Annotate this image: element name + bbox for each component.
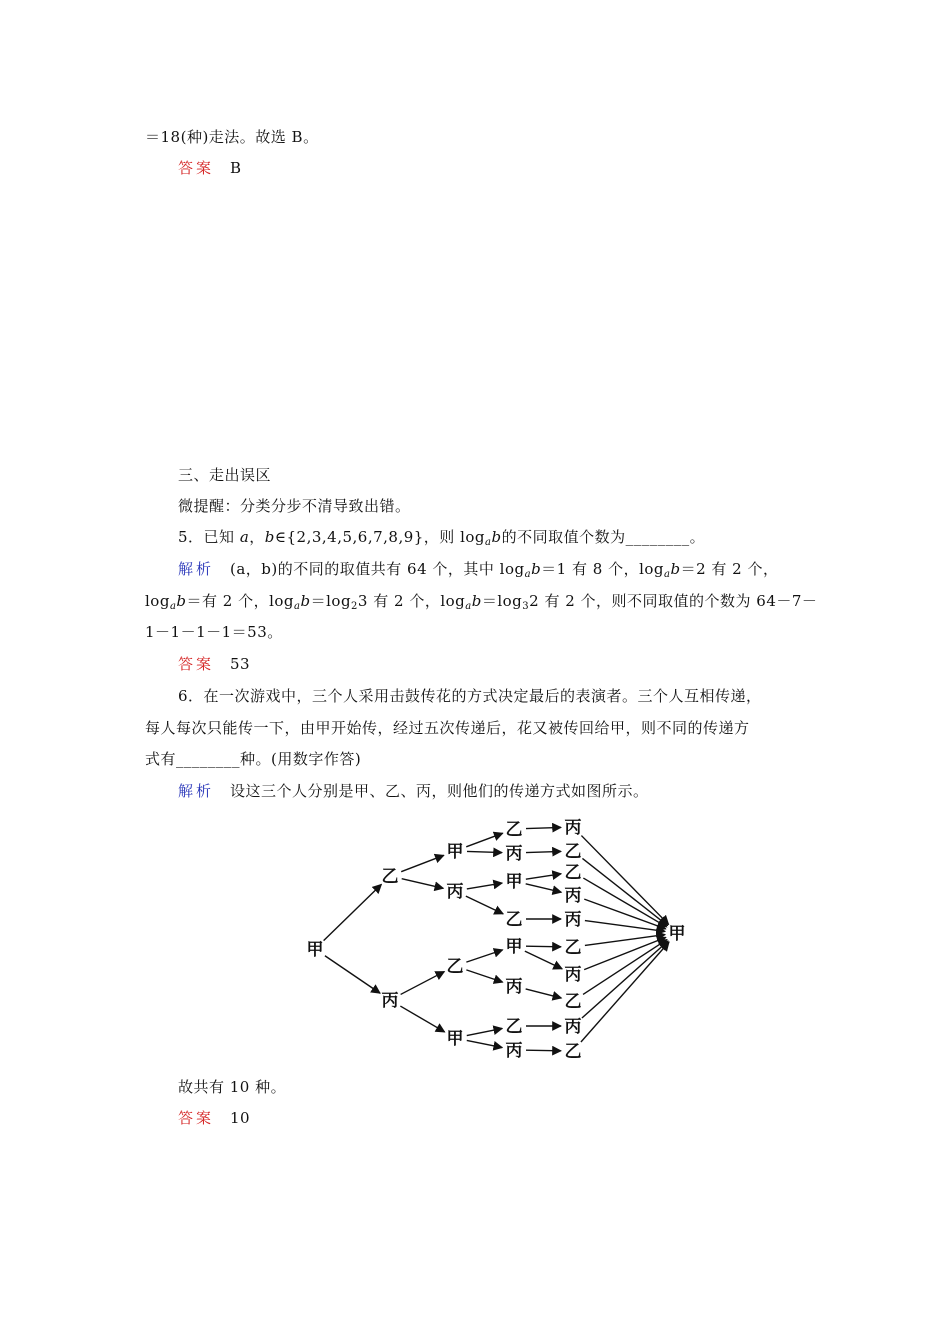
tree-edge [466, 950, 502, 962]
q5-solution-line1: 解析 (a，b)的不同的取值共有 64 个，其中 $\log_ab=1$ 有 8 个，$\log_ab=2$ 有 2 个， [178, 560, 779, 580]
tree-edge [467, 1040, 502, 1047]
tree-node-level3: 乙 [505, 910, 523, 930]
tree-edge-to-end [583, 878, 666, 927]
tree-node-level4: 乙 [564, 938, 582, 958]
tree-node-level4: 乙 [564, 1042, 582, 1062]
section-tip: 微提醒：分类分步不清导致出错。 [178, 497, 411, 515]
section-heading: 三、走出误区 [178, 466, 272, 484]
answer-label: 答案 [178, 1109, 215, 1127]
jiexi-label: 解析 [178, 782, 215, 800]
tree-edge-to-end [582, 941, 668, 1018]
tree-edge [401, 972, 445, 995]
tree-node-level3: 甲 [505, 872, 523, 892]
tree-node-level3: 乙 [505, 820, 523, 840]
tree-edge [526, 946, 561, 947]
tree-edge [467, 851, 502, 852]
tree-edge-to-end [582, 858, 667, 925]
tree-node-level2: 乙 [446, 957, 464, 977]
tree-node-end: 甲 [668, 924, 686, 944]
tree-edge [400, 1006, 444, 1032]
tree-node-level4: 乙 [564, 992, 582, 1012]
q6-conclusion: 故共有 10 种。 [178, 1078, 287, 1096]
q5-solution-line3: 1－1－1－1＝53。 [145, 623, 283, 641]
tree-edge-to-end [581, 942, 669, 1042]
jiexi-label: 解析 [178, 560, 215, 578]
tree-edge-to-end [581, 836, 668, 925]
tree-edge-to-end [583, 940, 667, 995]
tree-edge [526, 989, 562, 998]
tree-node-level3: 丙 [505, 977, 523, 997]
tree-node-root: 甲 [306, 940, 324, 960]
tree-edge-to-end [585, 921, 665, 932]
q6-stem-line2: 每人每次只能传一下，由甲开始传，经过五次传递后，花又被传回给甲，则不同的传递方 [145, 719, 750, 737]
q6-solution-line: 解析 设这三个人分别是甲、乙、丙，则他们的传递方式如图所示。 [178, 782, 649, 800]
tree-node-level2: 甲 [446, 842, 464, 862]
answer-label: 答案 [178, 655, 215, 673]
tree-edge [526, 1050, 561, 1051]
answer-row [178, 158, 242, 178]
tree-edge [466, 833, 503, 847]
answer-value: 10 [230, 1109, 251, 1127]
tree-node-level4: 丙 [564, 965, 582, 985]
tree-edge [526, 851, 561, 852]
tree-edge [526, 874, 561, 879]
tree-node-level4: 丙 [564, 818, 582, 838]
tree-edge [324, 884, 382, 940]
q5-solution-line2: $\log_ab=$有 2 个，$\log_ab=\log_23$ 有 2 个，$\log_ab=\log_32$ 有 2 个，则不同取值的个数为 64－7－ [145, 592, 818, 612]
q5-stem: 5．已知 a，b∈{2,3,4,5,6,7,8,9}，则 $\log_ab$的不同取值个数为________。 [178, 528, 706, 548]
tree-edge [526, 884, 562, 892]
tree-node-level1: 乙 [381, 867, 399, 887]
tree-edge [525, 951, 562, 969]
tree-node-level3: 乙 [505, 1017, 523, 1037]
tree-edge [526, 827, 561, 828]
tree-edge-to-end [585, 935, 665, 946]
tree-edge [466, 896, 503, 914]
tree-edge [467, 883, 502, 889]
tree-node-level1: 丙 [381, 991, 399, 1011]
tree-node-level2: 丙 [446, 882, 464, 902]
tree-node-level3: 丙 [505, 844, 523, 864]
tree-node-level4: 丙 [564, 910, 582, 930]
tree-edge [466, 970, 502, 982]
answer-label: 答案 [178, 159, 215, 177]
tree-node-level4: 丙 [564, 1017, 582, 1037]
tree-node-level3: 甲 [505, 937, 523, 957]
tree-node-level4: 丙 [564, 886, 582, 906]
q5-answer-row [178, 654, 250, 674]
tree-node-level4: 乙 [564, 863, 582, 883]
passing-tree-diagram [290, 806, 700, 1066]
answer-value: B [230, 159, 242, 177]
q6-stem-line1: 6．在一次游戏中，三个人采用击鼓传花的方式决定最后的表演者。三个人互相传递， [178, 687, 762, 705]
q6-answer-row [178, 1108, 250, 1128]
tree-node-level3: 丙 [505, 1041, 523, 1061]
answer-value: 53 [230, 655, 251, 673]
q6-stem-line3: 式有________种。(用数字作答) [145, 750, 362, 768]
tree-edge [325, 956, 380, 994]
intro-line: ＝18(种)走法。故选 B。 [145, 128, 319, 146]
tree-edge [402, 879, 444, 889]
tree-node-level2: 甲 [446, 1029, 464, 1049]
tree-edge [467, 1028, 502, 1035]
tree-node-level4: 乙 [564, 842, 582, 862]
tree-edge [401, 855, 444, 871]
